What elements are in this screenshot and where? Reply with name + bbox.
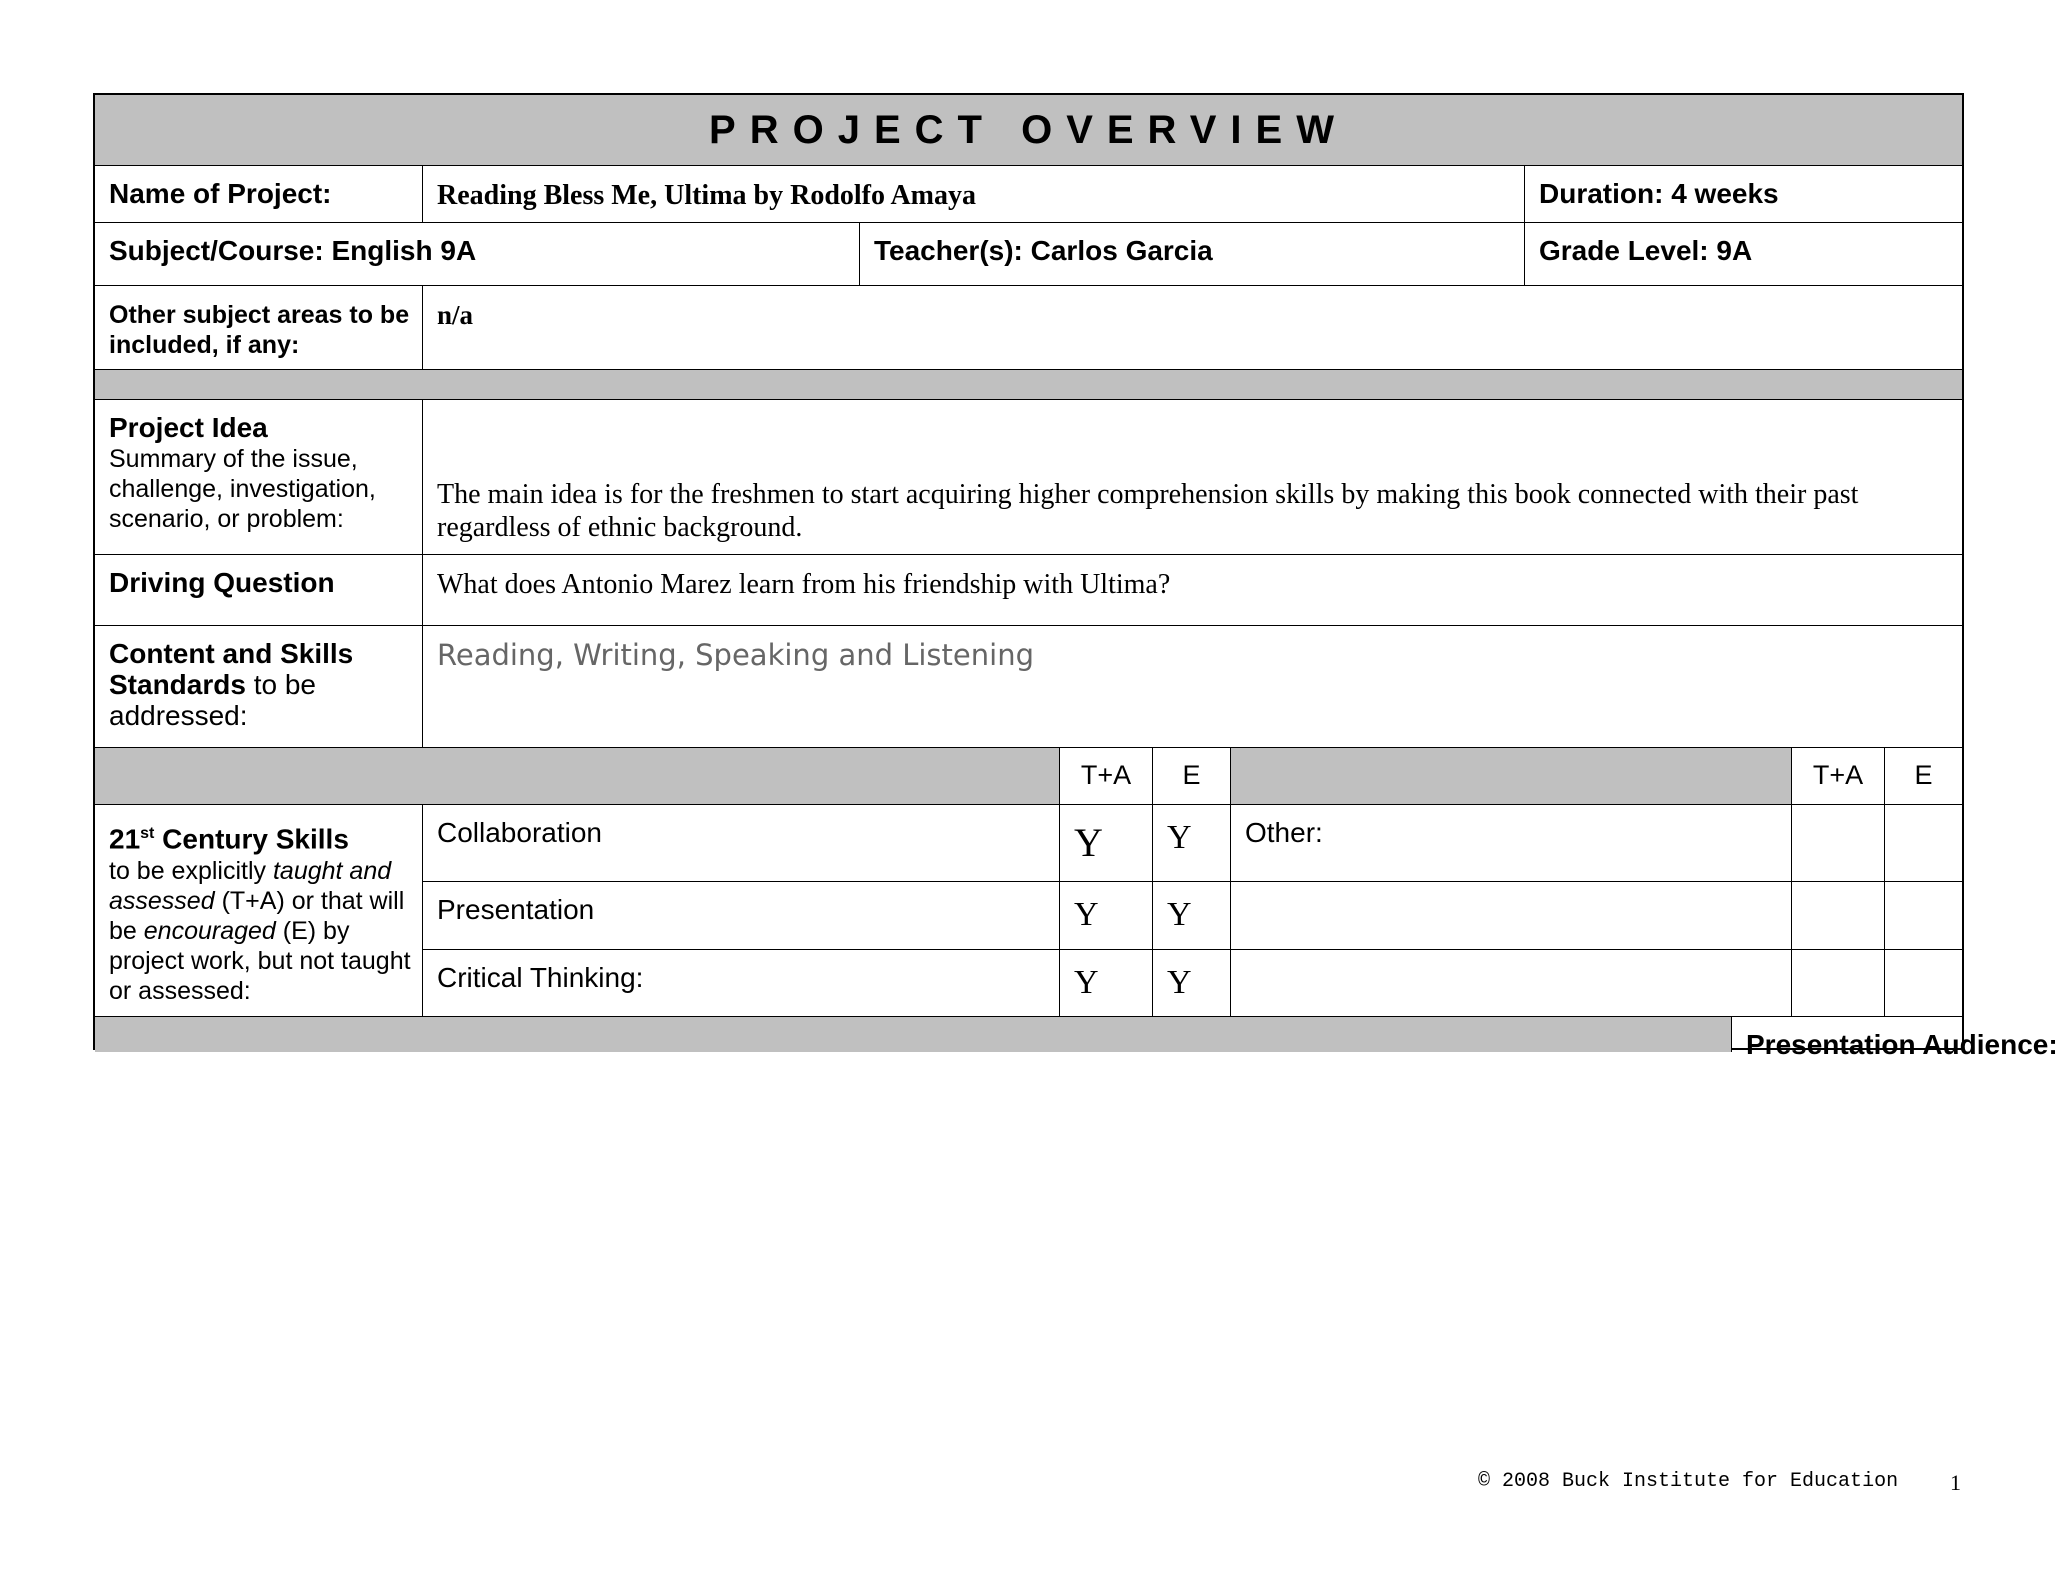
desc-part-4: encouraged xyxy=(143,917,276,946)
skills-header-e: E xyxy=(1153,748,1231,805)
skills-header-ta: T+A xyxy=(1060,748,1153,805)
other-skill-label: Other: xyxy=(1231,805,1792,882)
other-subjects-label: Other subject areas to be included, if any: xyxy=(95,286,423,370)
desc-part-3: (T+A) or that will be xyxy=(109,887,405,946)
subject-course: Subject/Course: English 9A xyxy=(95,223,860,286)
other-e-cell xyxy=(1885,805,1962,882)
other-ta-cell xyxy=(1792,950,1885,1017)
section-divider xyxy=(95,370,1962,400)
standards-value: Reading, Writing, Speaking and Listening xyxy=(423,626,1962,748)
other-ta-cell xyxy=(1792,882,1885,950)
century-skills-desc xyxy=(109,856,422,1006)
skill-ta-value: Y xyxy=(1060,950,1153,1017)
name-of-project-value: Reading Bless Me, Ultima by Rodolfo Amaya xyxy=(423,166,1525,223)
skills-header-ta-2: T+A xyxy=(1792,748,1885,805)
project-idea-sublabel: Summary of the issue, challenge, investigation, scenario, or problem: xyxy=(109,445,376,533)
driving-question-label: Driving Question xyxy=(95,555,423,626)
skill-e-value: Y xyxy=(1153,950,1231,1017)
driving-question-value: What does Antonio Marez learn from his friendship with Ultima? xyxy=(423,555,1962,626)
other-skill-blank xyxy=(1231,950,1792,1017)
teachers: Teacher(s): Carlos Garcia xyxy=(860,223,1525,286)
century-title-text: Century Skills xyxy=(154,823,349,855)
name-of-project-label: Name of Project: xyxy=(95,166,423,223)
standards-label xyxy=(95,626,423,748)
century-skills-label xyxy=(95,805,423,1017)
desc-part-5: (E) by project work, but not taught or assessed: xyxy=(109,917,411,1006)
skill-e-value: Y xyxy=(1153,882,1231,950)
skills-header-e-2: E xyxy=(1885,748,1962,805)
project-idea-label-cell xyxy=(95,400,423,555)
bottom-divider xyxy=(95,1017,1732,1052)
skill-name: Presentation xyxy=(423,882,1060,950)
century-sup: st xyxy=(140,825,155,842)
skills-header-blank-2 xyxy=(1231,748,1792,805)
other-ta-cell xyxy=(1792,805,1885,882)
other-subjects-value: n/a xyxy=(423,286,1962,370)
grade-level: Grade Level: 9A xyxy=(1525,223,1962,286)
other-e-cell xyxy=(1885,950,1962,1017)
skill-ta-value: Y xyxy=(1060,882,1153,950)
skill-ta-value: Y xyxy=(1060,805,1153,882)
presentation-audience-label: Presentation Audience: xyxy=(1746,1029,2058,1060)
project-idea-label: Project Idea xyxy=(109,412,268,443)
standards-label-rest: to be addressed: xyxy=(109,669,316,731)
project-overview-table xyxy=(93,93,2058,1060)
project-idea-value: The main idea is for the freshmen to start acquiring higher comprehension skills by making this book connected with their past regardless of ethnic background. xyxy=(423,400,1962,555)
duration: Duration: 4 weeks xyxy=(1525,166,1962,223)
other-e-cell xyxy=(1885,882,1962,950)
skills-header-blank xyxy=(95,748,1060,805)
desc-part-1: to be explicitly xyxy=(109,857,273,886)
page-number: 1 xyxy=(1950,1470,1961,1495)
table-title: PROJECT OVERVIEW xyxy=(95,95,1962,166)
desc-part-2: taught and assessed xyxy=(109,857,392,916)
skill-name: Critical Thinking: xyxy=(423,950,1060,1017)
copyright-footer: © 2008 Buck Institute for Education xyxy=(1478,1470,1899,1493)
standards-label-bold: Content and Skills Standards xyxy=(109,638,354,700)
other-skill-blank xyxy=(1231,882,1792,950)
skill-name: Collaboration xyxy=(423,805,1060,882)
century-number: 21 xyxy=(109,823,141,855)
skill-e-value: Y xyxy=(1153,805,1231,882)
century-skills-title xyxy=(109,817,422,856)
